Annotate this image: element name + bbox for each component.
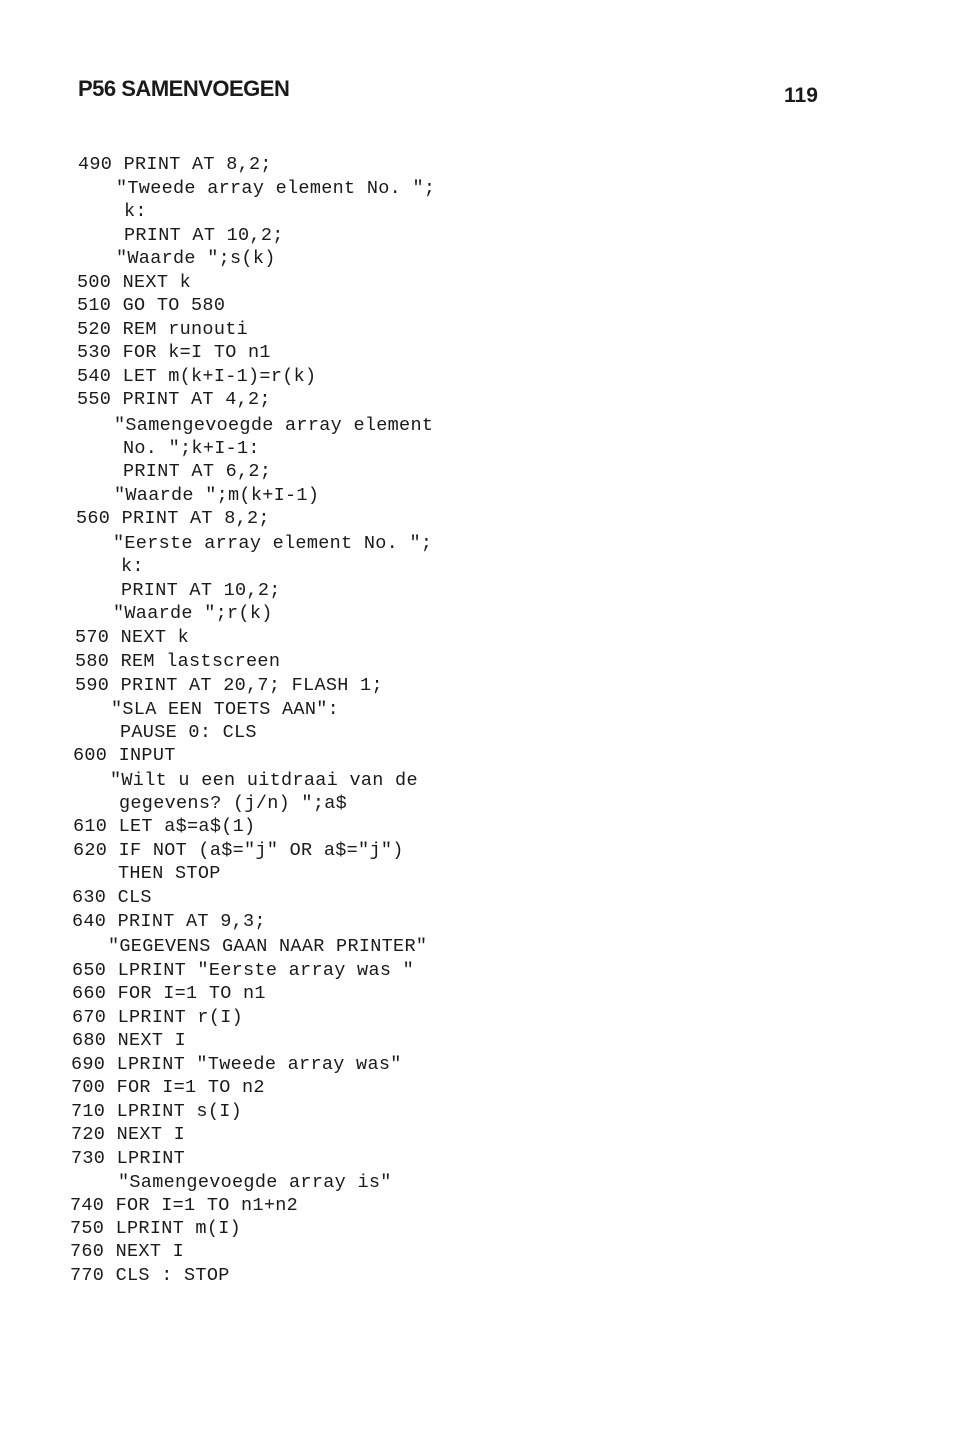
code-line: 700 FOR I=1 TO n2 — [71, 1077, 265, 1098]
code-line: "Eerste array element No. "; — [113, 533, 433, 554]
code-line: 710 LPRINT s(I) — [71, 1101, 243, 1122]
code-line: "Waarde ";s(k) — [116, 248, 276, 269]
code-line: No. ";k+I-1: — [123, 438, 260, 459]
code-line: 650 LPRINT "Eerste array was " — [72, 960, 415, 981]
code-line: 530 FOR k=I TO n1 — [77, 342, 271, 363]
code-line: 500 NEXT k — [77, 272, 192, 293]
code-line: 730 LPRINT — [71, 1148, 186, 1169]
code-line: 520 REM runouti — [77, 319, 249, 340]
code-line: "SLA EEN TOETS AAN": — [111, 699, 340, 720]
code-line: "Wilt u een uitdraai van de — [110, 770, 418, 791]
code-line: 660 FOR I=1 TO n1 — [72, 983, 266, 1004]
code-line: gegevens? (j/n) ";a$ — [119, 793, 348, 814]
code-line: 720 NEXT I — [71, 1124, 186, 1145]
code-line: k: — [124, 201, 147, 222]
code-line: 550 PRINT AT 4,2; — [77, 389, 271, 410]
page-number: 119 — [784, 84, 818, 107]
code-line: 690 LPRINT "Tweede array was" — [71, 1054, 402, 1075]
code-line: 740 FOR I=1 TO n1+n2 — [70, 1195, 299, 1216]
code-line: 670 LPRINT r(I) — [72, 1007, 244, 1028]
code-line: 760 NEXT I — [70, 1241, 185, 1262]
code-line: 580 REM lastscreen — [75, 651, 281, 672]
code-line: 510 GO TO 580 — [77, 295, 226, 316]
chapter-title: P56 SAMENVOEGEN — [78, 76, 290, 101]
code-line: PRINT AT 10,2; — [124, 225, 284, 246]
code-line: 540 LET m(k+I-1)=r(k) — [77, 366, 317, 387]
code-line: "Tweede array element No. "; — [116, 178, 436, 199]
code-line: "Samengevoegde array element — [114, 415, 434, 436]
code-line: 620 IF NOT (a$="j" OR a$="j") — [73, 840, 404, 861]
code-line: 490 PRINT AT 8,2; — [78, 154, 272, 175]
code-line: 640 PRINT AT 9,3; — [72, 911, 266, 932]
code-line: THEN STOP — [118, 863, 221, 884]
code-line: 770 CLS : STOP — [70, 1265, 230, 1286]
code-line: "Waarde ";m(k+I-1) — [114, 485, 320, 506]
code-line: 560 PRINT AT 8,2; — [76, 508, 270, 529]
code-line: PAUSE 0: CLS — [120, 722, 257, 743]
code-line: 750 LPRINT m(I) — [70, 1218, 242, 1239]
code-line: 610 LET a$=a$(1) — [73, 816, 256, 837]
code-line: 680 NEXT I — [72, 1030, 187, 1051]
code-line: "Waarde ";r(k) — [113, 603, 273, 624]
code-line: k: — [121, 556, 144, 577]
code-line: "Samengevoegde array is" — [118, 1172, 392, 1193]
code-line: 600 INPUT — [73, 745, 176, 766]
code-line: 570 NEXT k — [75, 627, 190, 648]
code-line: 630 CLS — [72, 887, 152, 908]
code-line: PRINT AT 10,2; — [121, 580, 281, 601]
code-line: PRINT AT 6,2; — [123, 461, 272, 482]
code-line: 590 PRINT AT 20,7; FLASH 1; — [75, 675, 383, 696]
code-line: "GEGEVENS GAAN NAAR PRINTER" — [108, 936, 428, 957]
